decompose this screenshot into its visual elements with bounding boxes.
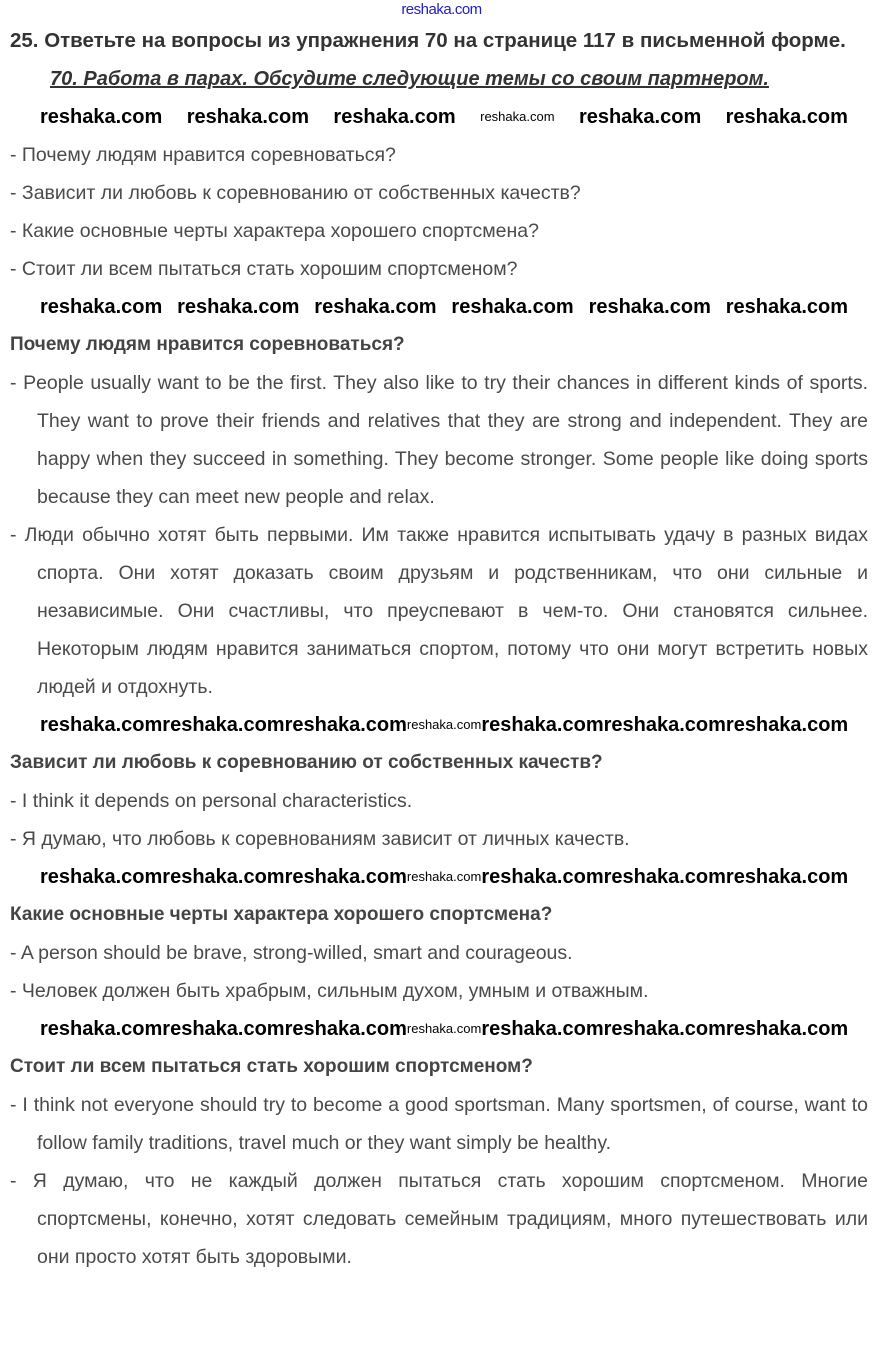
watermark: reshaka.com <box>314 296 437 318</box>
watermark: reshaka.com <box>588 296 711 318</box>
answer-english: - A person should be brave, strong-willed, smart and courageous. <box>10 942 573 964</box>
watermark: reshaka.com <box>725 106 848 128</box>
answer-english: - I think it depends on personal characteristics. <box>10 790 413 812</box>
watermark-band <box>10 706 868 744</box>
watermark: reshaka.com <box>725 714 849 736</box>
watermark: reshaka.com <box>603 1018 726 1040</box>
answer-english: - I think not everyone should try to become a good sportsman. Many sportsmen, of course, want to follow family traditions, travel much or they want simply be healthy. <box>10 1094 868 1154</box>
watermark: reshaka.com <box>603 866 726 888</box>
watermark-band <box>10 288 868 326</box>
watermark: reshaka.com <box>162 714 285 736</box>
answer-russian: - Люди обычно хотят быть первыми. Им также нравится испытывать удачу в разных видах спорта. Они хотят доказать своим друзьям и родственникам, что они сильные и независимые. Они счастливы, что преуспевают в чем-то. Они становятся сильнее. Некоторым людям нравится заниматься спортом, потому что они могут встретить новых людей и отдохнуть. <box>10 524 868 698</box>
watermark-top: reshaka.com <box>401 1 482 18</box>
watermark: reshaka.com <box>284 866 407 888</box>
watermark: reshaka.com <box>40 106 163 128</box>
watermark: reshaka.com <box>40 1018 163 1040</box>
watermark: reshaka.com <box>40 866 163 888</box>
watermark: reshaka.com <box>186 106 309 128</box>
watermark: reshaka.com <box>725 296 848 318</box>
section-heading: Стоит ли всем пытаться стать хорошим спортсменом? <box>10 1056 533 1077</box>
watermark: reshaka.com <box>406 717 482 732</box>
watermark: reshaka.com <box>162 866 285 888</box>
section-heading: Какие основные черты характера хорошего спортсмена? <box>10 904 553 925</box>
watermark: reshaka.com <box>284 1018 407 1040</box>
answer-russian: - Человек должен быть храбрым, сильным духом, умным и отважным. <box>10 980 649 1002</box>
task-subtitle: 70. Работа в парах. Обсудите следующие темы со своим партнером. <box>50 68 769 90</box>
section-heading: Почему людям нравится соревноваться? <box>10 334 405 355</box>
watermark: reshaka.com <box>603 714 726 736</box>
question-4: - Стоит ли всем пытаться стать хорошим спортсменом? <box>10 258 518 280</box>
watermark: reshaka.com <box>406 869 482 884</box>
watermark-band <box>10 98 868 136</box>
watermark: reshaka.com <box>162 1018 285 1040</box>
watermark: reshaka.com <box>481 714 604 736</box>
document-page <box>10 22 868 1276</box>
question-3: - Какие основные черты характера хорошего спортсмена? <box>10 220 539 242</box>
answer-russian: - Я думаю, что не каждый должен пытаться стать хорошим спортсменом. Многие спортсмены, конечно, хотят следовать семейным традициям, много путешествовать или они просто хотят быть здоровыми. <box>10 1170 868 1268</box>
task-title: 25. Ответьте на вопросы из упражнения 70 на странице 117 в письменной форме. <box>10 29 846 52</box>
question-2: - Зависит ли любовь к соревнованию от собственных качеств? <box>10 182 581 204</box>
watermark: reshaka.com <box>333 106 456 128</box>
watermark: reshaka.com <box>578 106 702 128</box>
watermark: reshaka.com <box>284 714 407 736</box>
watermark: reshaka.com <box>177 296 300 318</box>
section-heading: Зависит ли любовь к соревнованию от собственных качеств? <box>10 752 603 773</box>
watermark: reshaka.com <box>451 296 574 318</box>
answer-english: - People usually want to be the first. They also like to try their chances in different kinds of sports. They want to prove their friends and relatives that they are strong and independent. They are happy when they succeed in something. They become stronger. Some people like doing sports because they can meet new people and relax. <box>10 372 868 508</box>
watermark: reshaka.com <box>40 296 163 318</box>
watermark: reshaka.com <box>406 1021 482 1036</box>
watermark: reshaka.com <box>481 1018 604 1040</box>
watermark: reshaka.com <box>480 109 555 124</box>
question-1: - Почему людям нравится соревноваться? <box>10 144 396 166</box>
watermark: reshaka.com <box>725 866 849 888</box>
answer-russian: - Я думаю, что любовь к соревнованиям зависит от личных качеств. <box>10 828 630 850</box>
watermark: reshaka.com <box>725 1018 849 1040</box>
watermark-band <box>10 1010 868 1048</box>
watermark-band <box>10 858 868 896</box>
watermark: reshaka.com <box>481 866 604 888</box>
watermark: reshaka.com <box>40 714 163 736</box>
